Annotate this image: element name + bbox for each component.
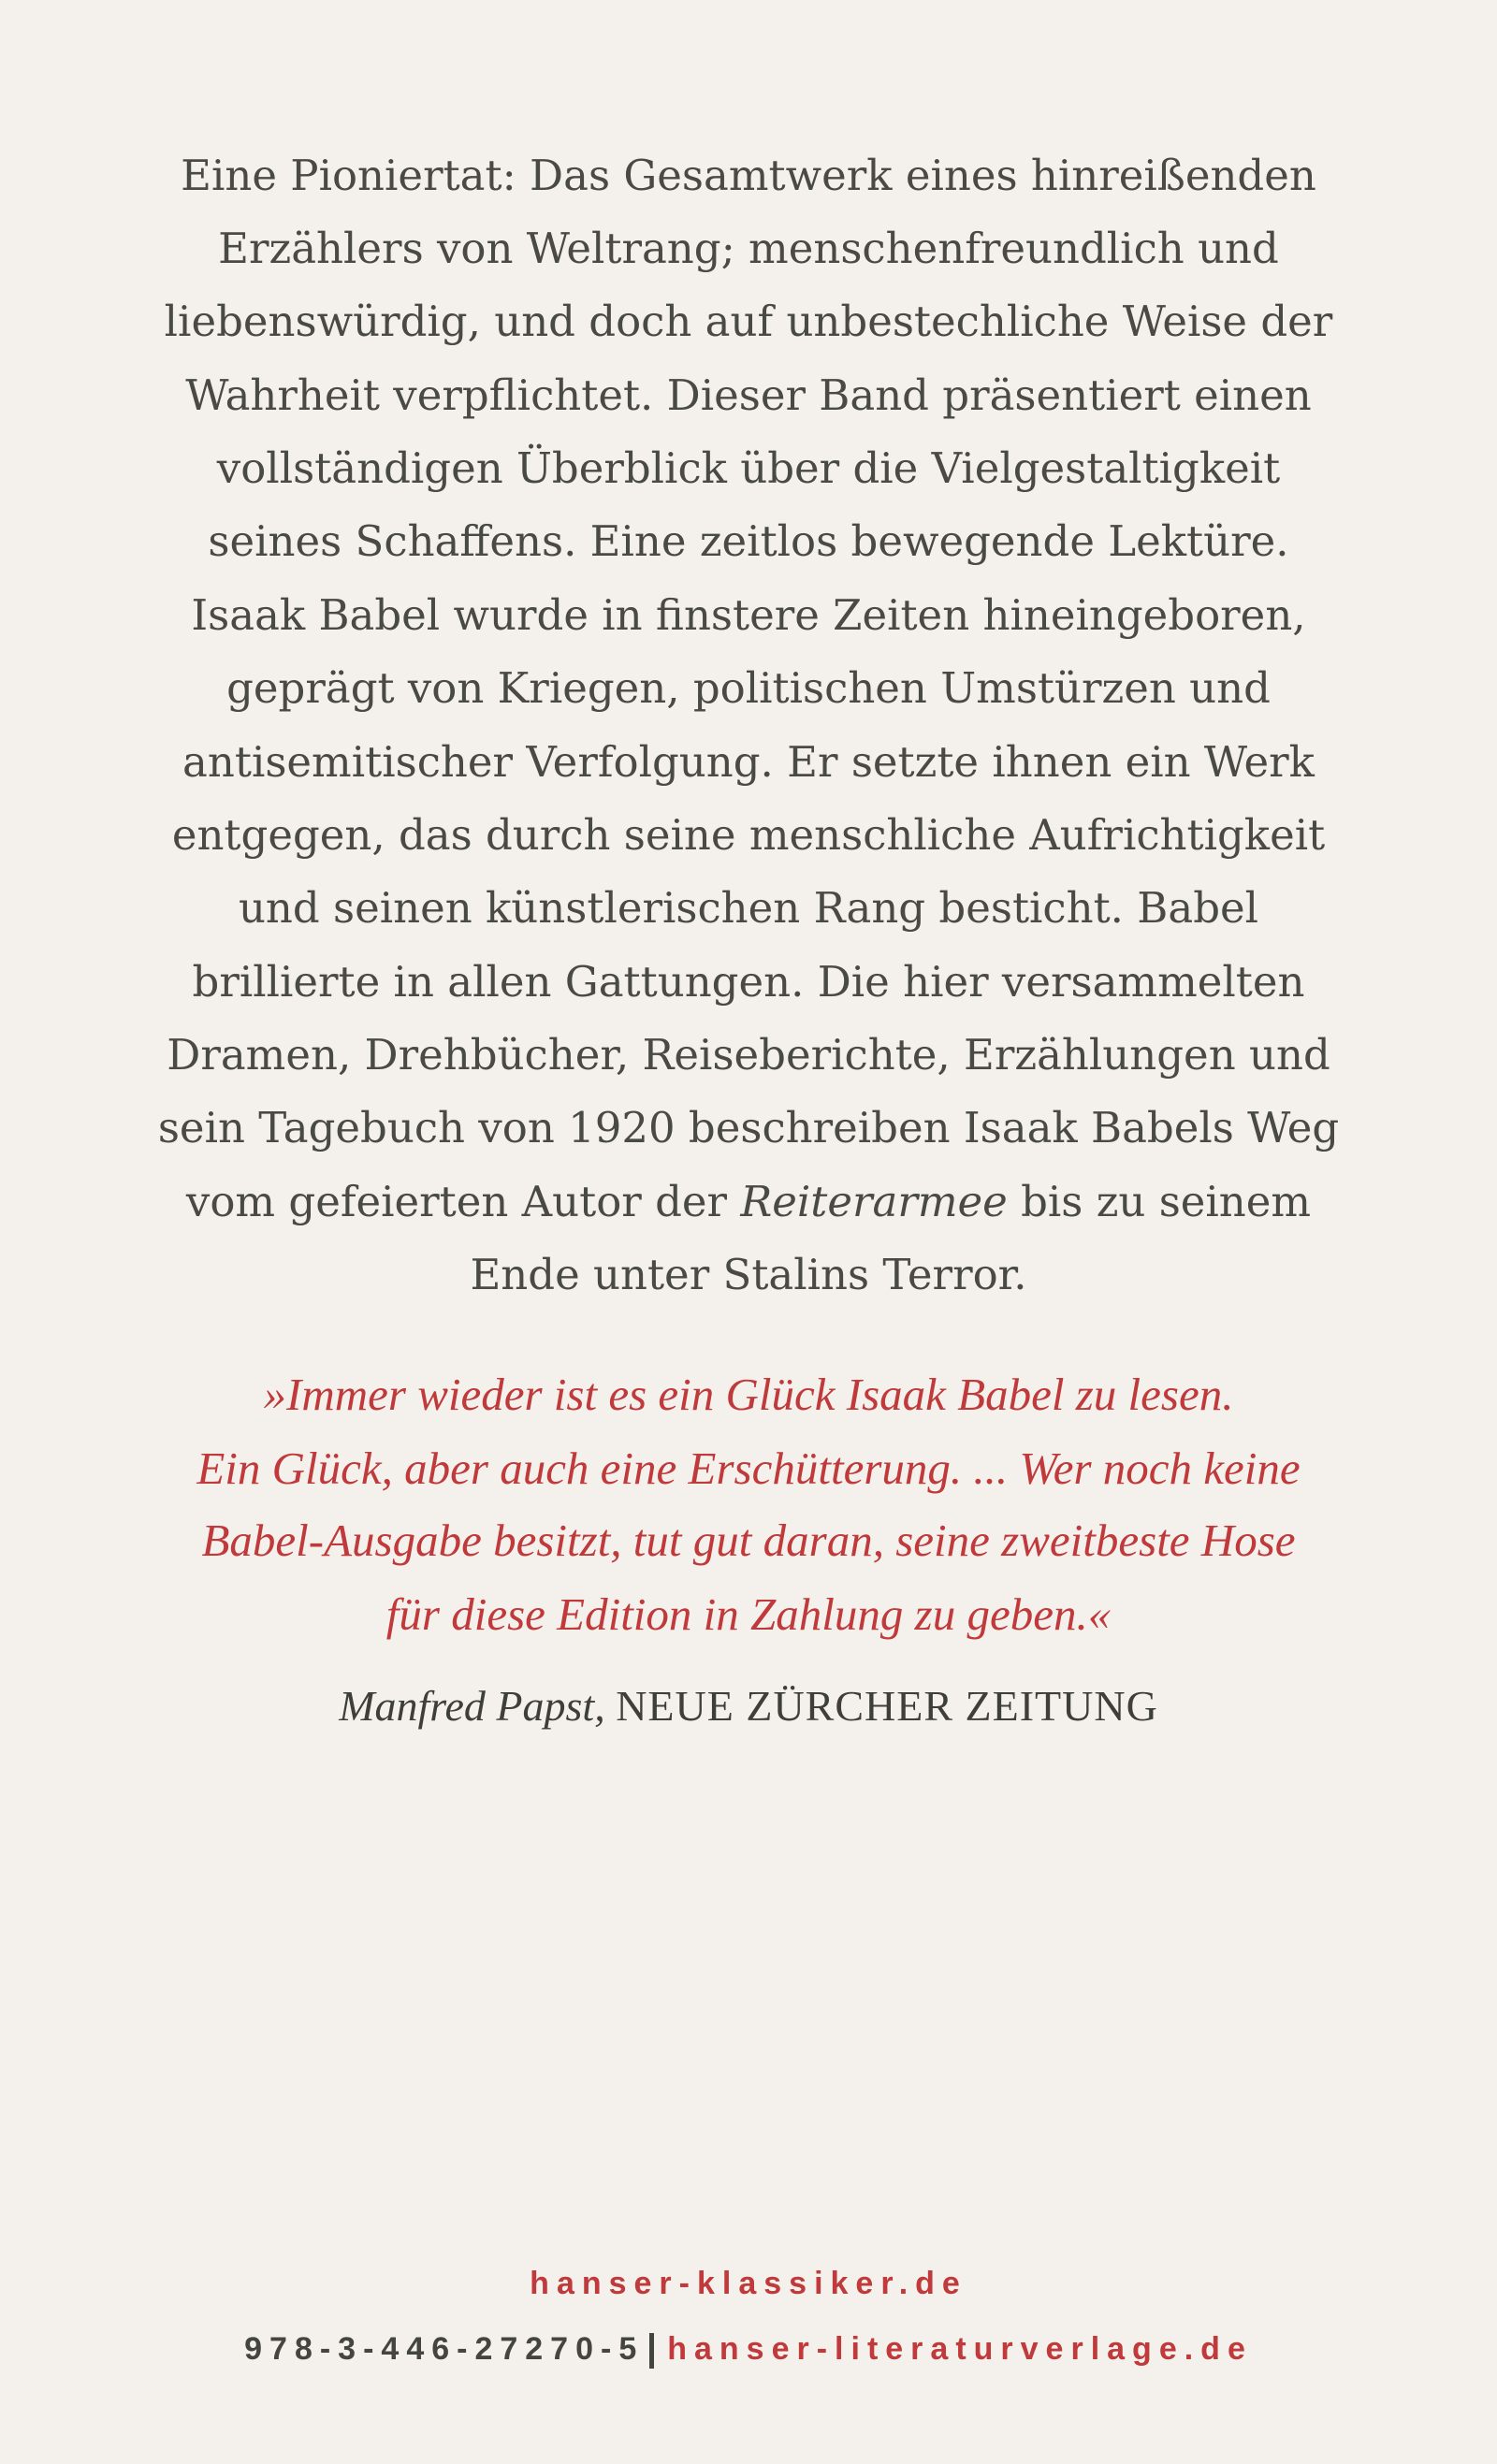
blurb-line: liebenswürdig, und doch auf unbestechliche Weise der [164,297,1333,346]
isbn: 978-3-446-27270-5 [244,2331,645,2367]
quote-line: »Immer wieder ist es ein Glück Isaak Babel zu lesen. [263,1369,1234,1420]
blurb-line [0,1166,1497,1239]
blurb-line: entgegen, das durch seine menschliche Aufrichtigkeit [171,810,1326,860]
blurb-line: Wahrheit verpflichtet. Dieser Band präsentiert einen [185,370,1312,420]
blurb-line: seines Schaffens. Eine zeitlos bewegende Lektüre. [208,516,1289,566]
separator [649,2333,654,2369]
blurb-line: geprägt von Kriegen, politischen Umstürzen und [226,663,1271,713]
blurb-line: sein Tagebuch von 1920 beschreiben Isaak Babels Weg [157,1103,1340,1152]
quote-attribution [0,1674,1497,1739]
blurb-text: vom gefeierten Autor der [185,1177,741,1226]
book-title: Reiterarmee [740,1177,1008,1226]
quote-line: für diese Edition in Zahlung zu geben.« [385,1588,1112,1640]
website-klassiker-link[interactable]: hanser-klassiker.de [530,2266,967,2301]
blurb-line: Ende unter Stalins Terror. [470,1250,1027,1299]
blurb-line: Eine Pioniertat: Das Gesamtwerk eines hinreißenden [181,151,1316,200]
quote-source: NEUE ZÜRCHER ZEITUNG [616,1682,1158,1730]
blurb-line: Erzählers von Weltrang; menschenfreundlich und [218,224,1279,273]
blurb-line: und seinen künstlerischen Rang besticht. Babel [238,883,1259,933]
website-verlag-link[interactable]: hanser-literaturverlage.de [667,2331,1253,2367]
blurb-line: Dramen, Drehbücher, Reiseberichte, Erzählungen und [167,1030,1330,1080]
blurb-text: bis zu seinem [1007,1177,1312,1226]
blurb-line: Isaak Babel wurde in finstere Zeiten hineingeboren, [191,590,1306,640]
quote-line: Ein Glück, aber auch eine Erschütterung. ... Wer noch keine [196,1442,1301,1494]
isbn-line [0,2326,1497,2372]
quote-line: Babel-Ausgabe besitzt, tut gut daran, seine zweitbeste Hose [201,1515,1296,1566]
blurb-line: antisemitischer Verfolgung. Er setzte ihnen ein Werk [182,737,1315,787]
quote-author: Manfred Papst, [339,1682,605,1730]
blurb-line: vollständigen Überblick über die Vielgestaltigkeit [216,443,1281,493]
blurb-line: brillierte in allen Gattungen. Die hier versammelten [192,957,1305,1007]
